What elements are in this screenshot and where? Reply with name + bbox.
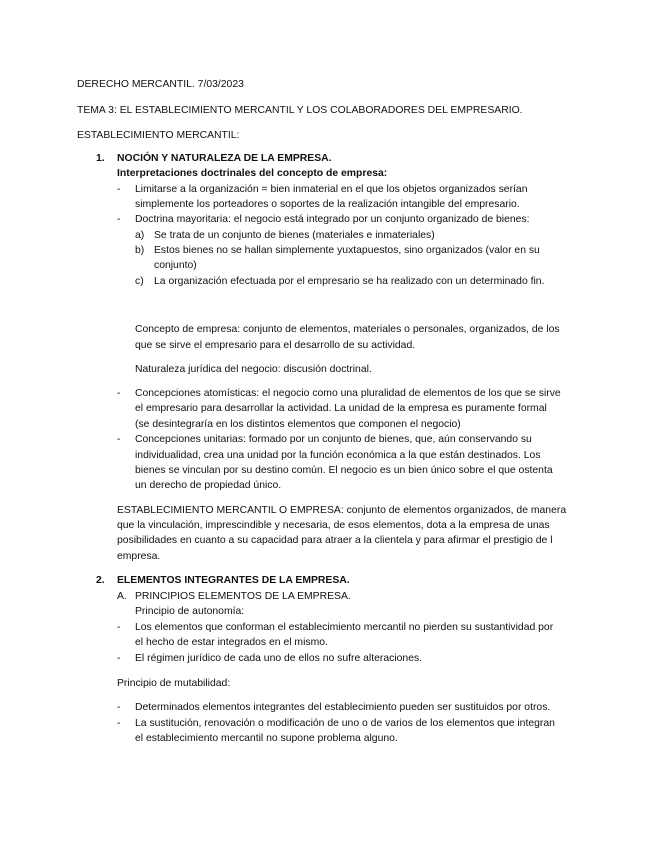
bullet-dash: - <box>117 434 121 445</box>
establecimiento-def-line-4: empresa. <box>117 551 161 562</box>
bullet-2-line-1: Doctrina mayoritaria: el negocio está integrado por un conjunto organizado de bienes: <box>135 214 530 225</box>
mutabilidad-1: Determinados elementos integrantes del establecimiento pueden ser sustituidos por otros. <box>135 702 551 713</box>
doc-header-topic: TEMA 3: EL ESTABLECIMIENTO MERCANTIL Y LOS COLABORADORES DEL EMPRESARIO. <box>77 105 523 116</box>
unitarias-line-1: Concepciones unitarias: formado por un conjunto de bienes, que, aún conservando su <box>135 434 532 445</box>
list-item-c: La organización efectuada por el empresario se ha realizado con un determinado fin. <box>154 276 545 287</box>
atomisticas-line-1: Concepciones atomísticas: el negocio como una pluralidad de elementos de los que se sirve <box>135 388 561 399</box>
section-1-number: 1. <box>96 153 105 164</box>
principio-autonomia: Principio de autonomía: <box>135 606 245 617</box>
section-1-subtitle: Interpretaciones doctrinales del concepto de empresa: <box>117 168 388 179</box>
autonomia-2: El régimen jurídico de cada uno de ellos no sufre alteraciones. <box>135 653 423 664</box>
doc-header-course-date: DERECHO MERCANTIL. 7/03/2023 <box>77 79 244 90</box>
concepto-line-2: que se sirve el empresario para el desarrollo de su actividad. <box>135 340 416 351</box>
bullet-1-line-2: simplemente los porteadores o soportes de la realización intangible del empresario. <box>135 199 520 210</box>
bullet-dash: - <box>117 214 121 225</box>
bullet-dash: - <box>117 622 121 633</box>
principio-mutabilidad: Principio de mutabilidad: <box>117 678 231 689</box>
mutabilidad-2-line-1: La sustitución, renovación o modificación de uno o de varios de los elementos que integran <box>135 718 555 729</box>
bullet-dash: - <box>117 653 121 664</box>
atomisticas-line-3: (se desintegraría en los distintos elementos que componen el negocio) <box>135 419 461 430</box>
autonomia-1-line-2: el hecho de estar integrados en el mismo. <box>135 637 328 648</box>
bullet-dash: - <box>117 718 121 729</box>
atomisticas-line-2: el empresario para desarrollar la actividad. La unidad de la empresa es puramente formal <box>135 403 547 414</box>
establecimiento-def-line-3: posibilidades en cuanto a su capacidad para atraer a la clientela y para afirmar el prestigio de l <box>117 535 553 546</box>
mutabilidad-2-line-2: el establecimiento mercantil no supone problema alguno. <box>135 733 398 744</box>
section-2-number: 2. <box>96 575 105 586</box>
unitarias-line-3: bienes se vinculan por su destino común. El negocio es un bien único sobre el que ostenta <box>135 465 553 476</box>
list-item-b-line-1: Estos bienes no se hallan simplemente yuxtapuestos, sino organizados (valor en su <box>154 245 540 256</box>
bullet-1-line-1: Limitarse a la organización = bien inmaterial en el que los objetos organizados serían <box>135 184 528 195</box>
list-marker-b: b) <box>135 245 145 256</box>
subsection-A-title: PRINCIPIOS ELEMENTOS DE LA EMPRESA. <box>135 591 351 602</box>
establecimiento-def-line-1: ESTABLECIMIENTO MERCANTIL O EMPRESA: conjunto de elementos organizados, de manera <box>117 505 567 516</box>
naturaleza-juridica: Naturaleza jurídica del negocio: discusión doctrinal. <box>135 364 372 375</box>
unitarias-line-4: un derecho de propiedad único. <box>135 480 282 491</box>
list-item-b-line-2: conjunto) <box>154 260 197 271</box>
unitarias-line-2: individualidad, crea una unidad por la función económica a la que están destinados. Los <box>135 450 541 461</box>
doc-header-section: ESTABLECIMIENTO MERCANTIL: <box>77 130 240 141</box>
list-marker-c: c) <box>135 276 144 287</box>
bullet-dash: - <box>117 184 121 195</box>
section-1-title: NOCIÓN Y NATURALEZA DE LA EMPRESA. <box>117 153 332 164</box>
list-item-a: Se trata de un conjunto de bienes (materiales e inmateriales) <box>154 230 435 241</box>
concepto-line-1: Concepto de empresa: conjunto de elementos, materiales o personales, organizados, de los <box>135 324 560 335</box>
bullet-dash: - <box>117 702 121 713</box>
establecimiento-def-line-2: que la vinculación, imprescindible y necesaria, de esos elementos, dota a la empresa de unas <box>117 520 550 531</box>
bullet-dash: - <box>117 388 121 399</box>
autonomia-1-line-1: Los elementos que conforman el establecimiento mercantil no pierden su sustantividad por <box>135 622 554 633</box>
list-marker-A: A. <box>117 591 127 602</box>
list-marker-a: a) <box>135 230 145 241</box>
section-2-title: ELEMENTOS INTEGRANTES DE LA EMPRESA. <box>117 575 350 586</box>
